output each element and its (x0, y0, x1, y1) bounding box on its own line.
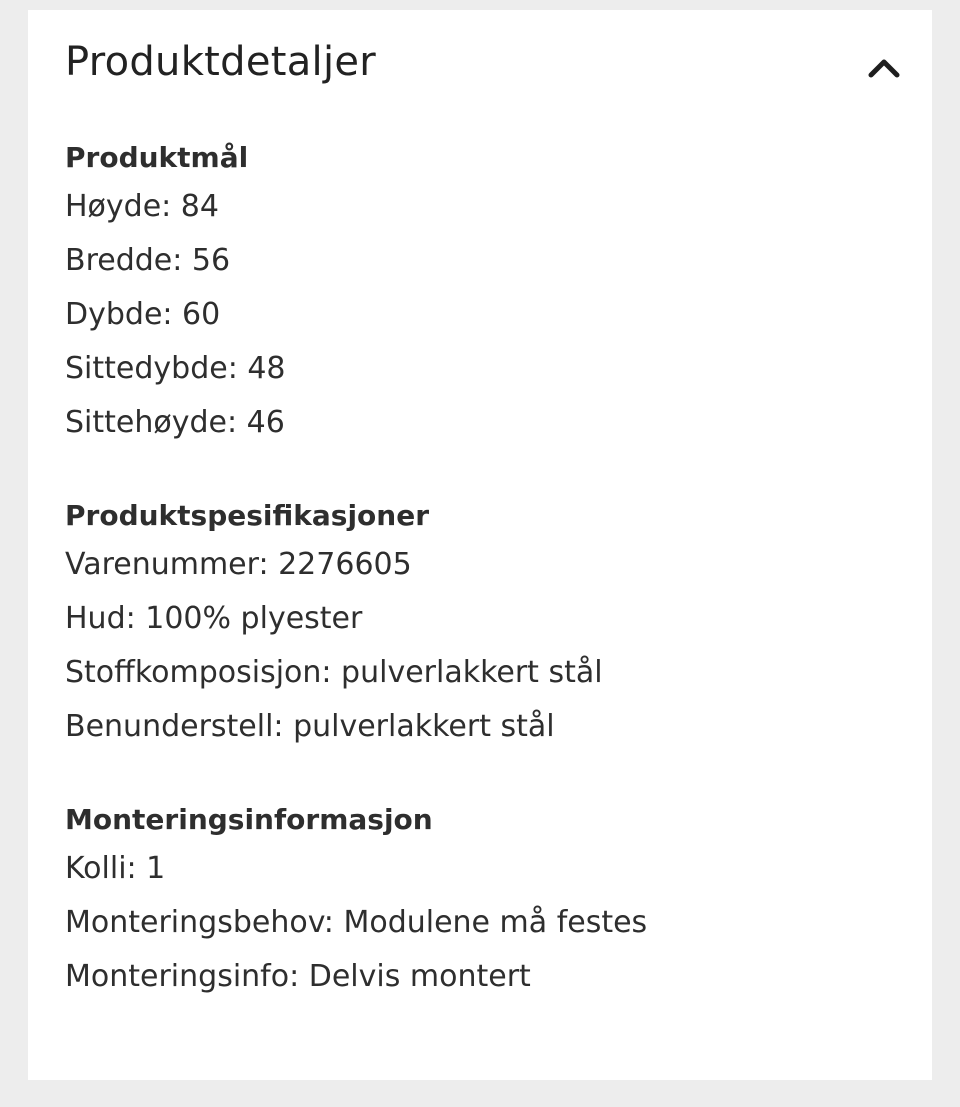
collapse-toggle-button[interactable] (862, 46, 906, 90)
panel-title: Produktdetaljer (65, 39, 377, 85)
panel-content (65, 138, 902, 1050)
section-product-dimensions (65, 138, 902, 450)
chevron-up-icon (867, 57, 901, 79)
detail-row: Varenummer: 2276605 (65, 547, 412, 582)
product-details-panel (28, 10, 932, 1080)
detail-row: Kolli: 1 (65, 851, 166, 886)
detail-row: Sittehøyde: 46 (65, 405, 285, 440)
detail-row: Monteringsinfo: Delvis montert (65, 959, 531, 994)
detail-row: Hud: 100% plyester (65, 601, 363, 636)
section-title: Produktmål (65, 141, 249, 174)
section-title: Monteringsinformasjon (65, 803, 433, 836)
detail-row: Sittedybde: 48 (65, 351, 286, 386)
section-assembly-information (65, 800, 902, 1004)
detail-row: Dybde: 60 (65, 297, 221, 332)
detail-row: Monteringsbehov: Modulene må festes (65, 905, 648, 940)
section-title: Produktspesifikasjoner (65, 499, 430, 532)
detail-row: Bredde: 56 (65, 243, 231, 278)
panel-header[interactable] (65, 10, 932, 120)
detail-row: Høyde: 84 (65, 189, 219, 224)
section-product-specifications (65, 496, 902, 754)
detail-row: Stoffkomposisjon: pulverlakkert stål (65, 655, 603, 690)
detail-row: Benunderstell: pulverlakkert stål (65, 709, 555, 744)
